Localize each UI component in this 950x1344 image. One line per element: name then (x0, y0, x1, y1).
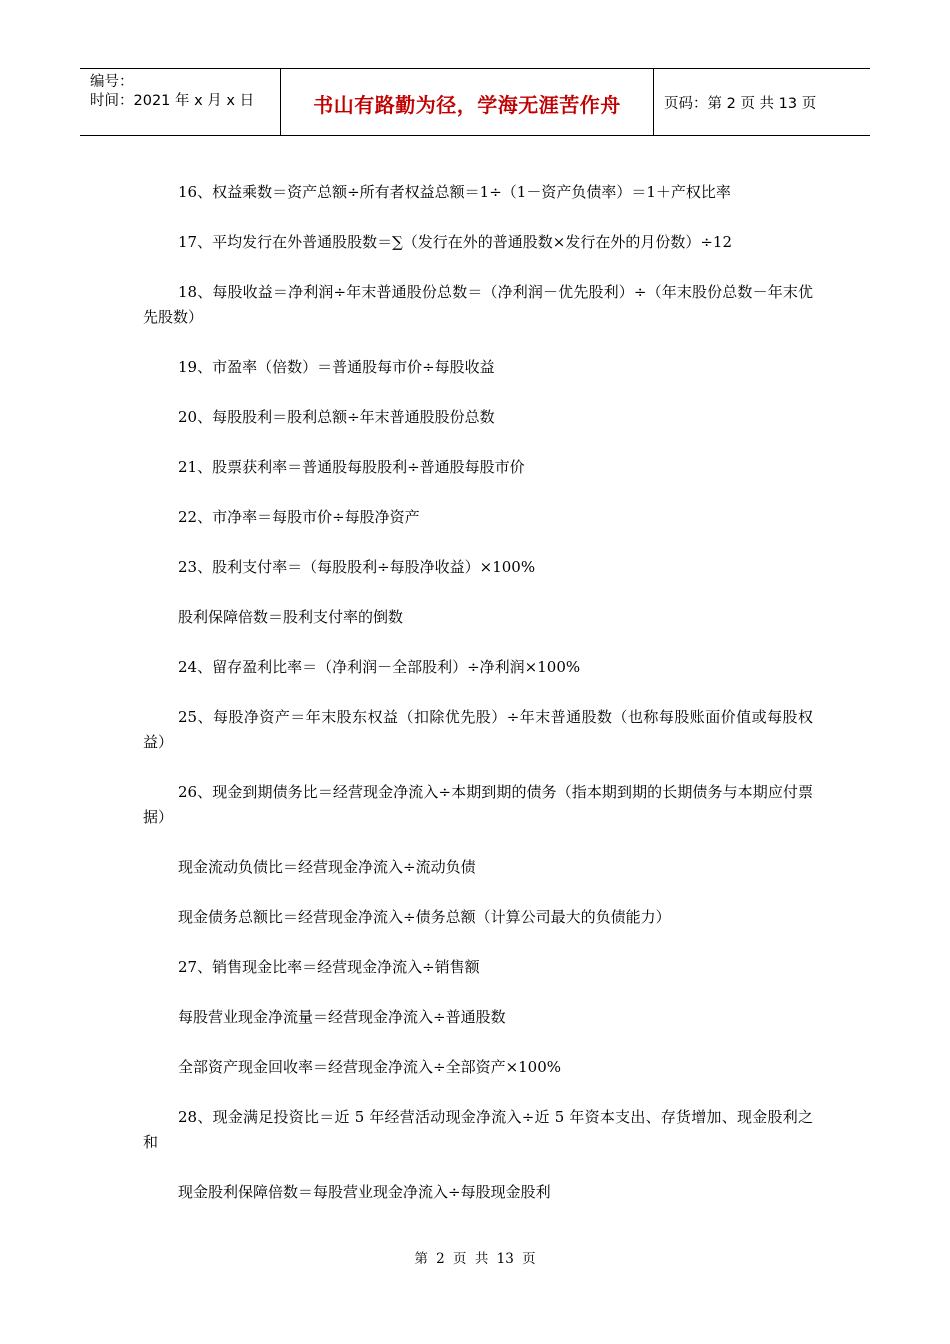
page-header (80, 68, 870, 136)
formula-paragraph: 股利保障倍数＝股利支付率的倒数 (178, 608, 404, 626)
formula-paragraph: 21、股票获利率＝普通股每股股利÷普通股每股市价 (178, 458, 525, 476)
formula-paragraph: 24、留存盈利比率＝（净利润－全部股利）÷净利润×100% (178, 658, 581, 676)
formula-paragraph: 25、每股净资产＝年末股东权益（扣除优先股）÷年末普通股数（也称每股账面价值或每股权益） (143, 708, 813, 751)
document-number-label: 编号： (90, 74, 134, 90)
formula-paragraph: 每股营业现金净流量＝经营现金净流入÷普通股数 (178, 1008, 506, 1026)
formula-paragraph: 现金流动负债比＝经营现金净流入÷流动负债 (178, 858, 476, 876)
formula-paragraph: 全部资产现金回收率＝经营现金净流入÷全部资产×100% (178, 1058, 562, 1076)
formula-paragraph: 17、平均发行在外普通股股数＝∑（发行在外的普通股数×发行在外的月份数）÷12 (178, 233, 733, 251)
formula-paragraph: 28、现金满足投资比＝近 5 年经营活动现金净流入÷近 5 年资本支出、存货增加、现金股利之和 (143, 1108, 813, 1151)
formula-paragraph: 20、每股股利＝股利总额÷年末普通股股份总数 (178, 408, 495, 426)
header-page-info: 页码：第 2 页 共 13 页 (664, 95, 817, 112)
formula-paragraph: 26、现金到期债务比＝经营现金净流入÷本期到期的债务（指本期到期的长期债务与本期应付票据） (143, 783, 813, 826)
page-footer: 第 2 页 共 13 页 (414, 1251, 536, 1267)
header-motto: 书山有路勤为径，学海无涯苦作舟 (281, 69, 654, 135)
formula-paragraph: 18、每股收益＝净利润÷年末普通股份总数＝（净利润－优先股利）÷（年末股份总数－年末优先股数） (143, 283, 813, 326)
formula-paragraph: 16、权益乘数＝资产总额÷所有者权益总额＝1÷（1－资产负债率）＝1＋产权比率 (178, 183, 731, 201)
formula-paragraph: 19、市盈率（倍数）＝普通股每市价÷每股收益 (178, 358, 495, 376)
formula-paragraph: 现金股利保障倍数＝每股营业现金净流入÷每股现金股利 (178, 1183, 551, 1201)
formula-paragraph: 27、销售现金比率＝经营现金净流入÷销售额 (178, 958, 480, 976)
document-date: 时间：2021 年 x 月 x 日 (90, 93, 255, 109)
document-body (143, 180, 813, 1230)
formula-paragraph: 现金债务总额比＝经营现金净流入÷债务总额（计算公司最大的负债能力） (178, 908, 671, 926)
formula-paragraph: 23、股利支付率＝（每股股利÷每股净收益）×100% (178, 558, 536, 576)
header-meta (80, 69, 281, 135)
formula-paragraph: 22、市净率＝每股市价÷每股净资产 (178, 508, 420, 526)
